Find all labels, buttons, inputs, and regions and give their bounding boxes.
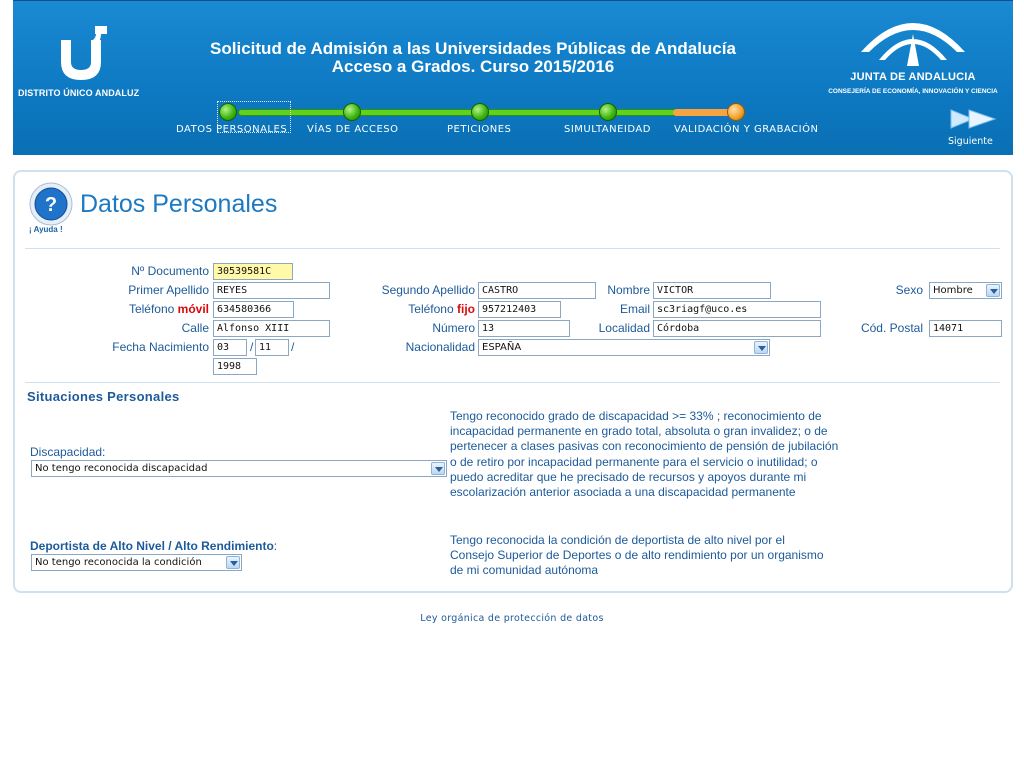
chevron-down-icon [986,284,1000,297]
distrito-unico-logo-icon [57,22,109,84]
step-dot-peticiones[interactable] [471,103,489,121]
fecha-separator: / [291,340,295,354]
discapacidad-select[interactable] [31,460,447,477]
documento-field[interactable]: 30539581C [213,263,293,280]
junta-andalucia-title: JUNTA DE ANDALUCIA [850,71,976,83]
segundo-apellido-label: Segundo Apellido [381,283,475,297]
email-label: Email [619,302,650,316]
fecha-nacimiento-label: Fecha Nacimiento [112,340,209,354]
banner-top-border [13,0,1013,1]
deportista-select-value: No tengo reconocida la condición [35,557,202,568]
deportista-select[interactable] [31,554,242,571]
numero-label: Número [432,321,475,335]
nacionalidad-label: Nacionalidad [405,340,475,354]
documento-label: Nº Documento [131,264,209,278]
fecha-dia-field[interactable]: 03 [213,339,247,356]
nombre-label: Nombre [607,283,650,297]
step-label-datos-personales[interactable]: DATOS PERSONALES [176,124,288,135]
step-dot-simultaneidad[interactable] [599,103,617,121]
email-field[interactable]: sc3riagf@uco.es [653,301,821,318]
numero-field[interactable]: 13 [478,320,570,337]
step-label-vias-acceso[interactable]: VÍAS DE ACCESO [307,124,399,135]
sexo-label: Sexo [895,283,923,297]
step-label-validacion[interactable]: VALIDACIÓN Y GRABACIÓN [674,124,819,135]
localidad-label: Localidad [598,321,650,335]
calle-field[interactable]: Alfonso XIII [213,320,330,337]
next-arrow-icon[interactable] [949,106,999,132]
datos-personales-panel [13,170,1013,593]
step-label-peticiones[interactable]: PETICIONES [447,124,512,135]
telefono-movil-label: Teléfono móvil [128,302,209,316]
step-dot-vias-acceso[interactable] [343,103,361,121]
svg-text:?: ? [44,194,58,216]
cod-postal-label: Cód. Postal [860,321,923,335]
nacionalidad-select[interactable] [478,339,770,356]
telefono-movil-field[interactable]: 634580366 [213,301,294,318]
telefono-fijo-label: Teléfono fijo [408,302,475,316]
help-question-icon[interactable] [29,182,73,226]
fecha-mes-field[interactable]: 11 [255,339,289,356]
deportista-description: Tengo reconocida la condición de deportista de alto nivel por el Consejo Superior de Deportes o de alto rendimiento por un organismo de mi comunidad autónoma [450,533,824,578]
next-button-label[interactable]: Siguiente [948,136,993,147]
step-dot-datos-personales[interactable] [219,103,237,121]
nacionalidad-select-value: ESPAÑA [482,342,522,353]
localidad-field[interactable]: Córdoba [653,320,821,337]
primer-apellido-label: Primer Apellido [128,283,209,297]
proteccion-datos-link[interactable]: Ley orgánica de protección de datos [420,613,604,624]
fecha-separator: / [250,340,254,354]
discapacidad-select-value: No tengo reconocida discapacidad [35,463,208,474]
page-title: Datos Personales [80,190,278,218]
primer-apellido-field[interactable]: REYES [213,282,330,299]
step-dot-validacion[interactable] [727,103,745,121]
discapacidad-label: Discapacidad: [30,445,106,459]
help-link[interactable]: ¡ Ayuda ! [29,225,63,234]
deportista-label: Deportista de Alto Nivel / Alto Rendimiento: [30,539,278,553]
calle-label: Calle [181,321,209,335]
fecha-anio-field[interactable]: 1998 [213,358,257,375]
chevron-down-icon [431,462,445,475]
sexo-select-value: Hombre [933,285,973,296]
step-label-simultaneidad[interactable]: SIMULTANEIDAD [564,124,651,135]
cod-postal-field[interactable]: 14071 [929,320,1002,337]
discapacidad-description: Tengo reconocido grado de discapacidad >= 33% ; reconocimiento de incapacidad permanente en grado total, absoluta o gran invalidez; o de pertenecer a clases pasivas con reconocimiento de pensión de jubilación o de retiro por incapacidad permanente para el servicio o inutilidad; o puedo acreditar que he precisado de recursos y apoyos durante mi escolarización anterior asociada a una discapacidad permanente [450,409,839,500]
telefono-fijo-field[interactable]: 957212403 [478,301,561,318]
sexo-select[interactable] [929,282,1002,299]
junta-andalucia-logo-icon [853,4,973,74]
banner-title-line1: Solicitud de Admisión a las Universidades Públicas de Andalucía [210,39,736,58]
situaciones-personales-title: Situaciones Personales [27,389,180,404]
divider-middle [25,382,1000,383]
distrito-unico-label: DISTRITO ÚNICO ANDALUZ [18,88,140,98]
header-banner [13,0,1013,155]
nombre-field[interactable]: VICTOR [653,282,771,299]
chevron-down-icon [754,341,768,354]
chevron-down-icon [226,556,240,569]
junta-andalucia-subtitle: CONSEJERÍA DE ECONOMÍA, INNOVACIÓN Y CIENCIA [828,88,998,95]
divider-top [25,248,1000,249]
banner-title-line2: Acceso a Grados. Curso 2015/2016 [331,57,615,76]
segundo-apellido-field[interactable]: CASTRO [478,282,596,299]
